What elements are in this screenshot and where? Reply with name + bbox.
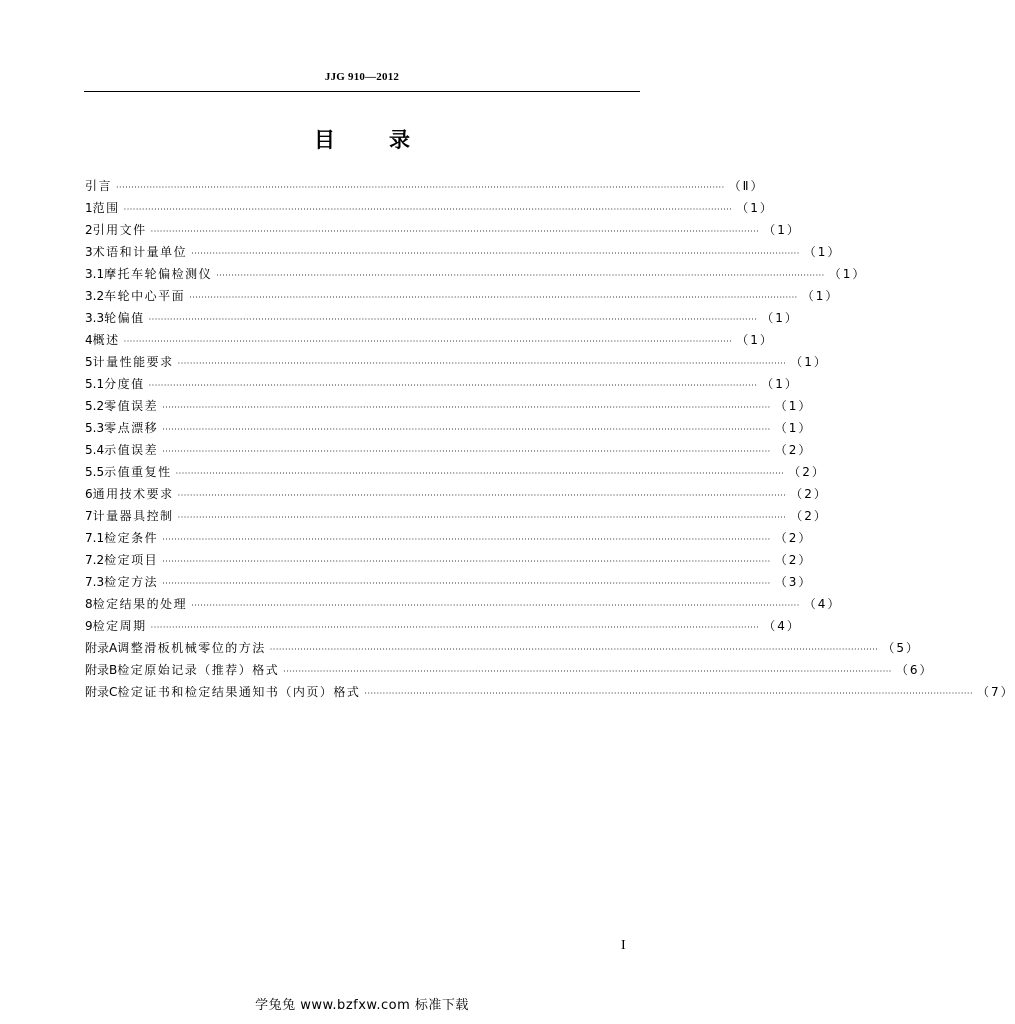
toc-entry-label: 引用文件: [92, 223, 147, 237]
toc-leader-dots: ········································································································································································································: [175, 469, 785, 478]
toc-title-char-1: 目: [314, 128, 335, 152]
toc-entry-label: 分度值: [104, 377, 145, 391]
toc-entry-number: 3.1: [85, 267, 105, 281]
toc-entry-number: 1: [85, 201, 93, 215]
toc-entry-page: （2）: [790, 487, 828, 501]
toc-entry-label: 术语和计量单位: [92, 245, 188, 259]
toc-entry[interactable]: [85, 483, 828, 505]
toc-entry-number: 5.4: [85, 443, 105, 457]
toc-entry-label: 计量性能要求: [92, 355, 174, 369]
toc-entry-page: （2）: [774, 443, 813, 457]
toc-leader-dots: ········································································································································································································: [162, 535, 771, 544]
toc-entry-number: 2: [85, 223, 93, 237]
toc-entry-number: 7: [85, 509, 93, 523]
toc-leader-dots: ········································································································································································································: [191, 249, 800, 258]
toc-entry-number: 附录B: [85, 663, 118, 677]
toc-entry-label: 检定周期: [92, 619, 147, 633]
toc-leader-dots: ········································································································································································································: [150, 227, 760, 236]
toc-entry-label: 引言: [85, 179, 113, 193]
toc-entry-page: （1）: [736, 333, 774, 347]
toc-leader-dots: ········································································································································································································: [123, 205, 733, 214]
toc-entry[interactable]: [85, 373, 799, 395]
toc-entry-label: 计量器具控制: [92, 509, 174, 523]
toc-entry[interactable]: [85, 417, 813, 439]
toc-entry-number: 6: [85, 487, 93, 501]
toc-entry-number: 3.3: [85, 311, 105, 325]
page-number: I: [621, 938, 626, 953]
toc-entry-label: 调整滑板机械零位的方法: [117, 641, 266, 655]
toc-entry[interactable]: [85, 395, 813, 417]
toc-entry[interactable]: [85, 263, 867, 285]
toc-entry-label: 示值误差: [104, 443, 159, 457]
toc-entry[interactable]: [85, 439, 813, 461]
toc-leader-dots: ········································································································································································································: [123, 337, 733, 346]
toc-leader-dots: ········································································································································································································: [150, 623, 760, 632]
toc-entry-page: （2）: [774, 553, 813, 567]
toc-entry-label: 检定证书和检定结果通知书（内页）格式: [117, 685, 361, 699]
toc-entry-page: （1）: [763, 223, 801, 237]
toc-title-char-2: 录: [389, 128, 410, 152]
toc-entry-page: （4）: [803, 597, 842, 611]
toc-entry-page: （1）: [761, 311, 799, 325]
toc-entry-page: （4）: [763, 619, 801, 633]
toc-entry[interactable]: [85, 307, 799, 329]
toc-title: [0, 124, 724, 154]
toc-leader-dots: ········································································································································································································: [189, 293, 798, 302]
toc-entry-label: 通用技术要求: [92, 487, 174, 501]
table-of-contents: [85, 175, 1015, 703]
toc-entry-page: （1）: [774, 399, 813, 413]
toc-entry-label: 检定条件: [104, 531, 159, 545]
toc-entry[interactable]: [85, 571, 813, 593]
toc-entry-number: 3: [85, 245, 93, 259]
toc-entry-page: （2）: [790, 509, 828, 523]
toc-entry-page: （6）: [895, 663, 934, 677]
toc-entry-label: 范围: [92, 201, 120, 215]
toc-leader-dots: ········································································································································································································: [162, 557, 771, 566]
toc-entry-number: 9: [85, 619, 93, 633]
toc-entry[interactable]: [85, 593, 842, 615]
toc-leader-dots: ········································································································································································································: [148, 381, 758, 390]
toc-entry-label: 检定结果的处理: [92, 597, 188, 611]
toc-entry-number: 7.3: [85, 575, 105, 589]
toc-entry-page: （1）: [803, 245, 842, 259]
toc-entry-number: 8: [85, 597, 93, 611]
toc-entry[interactable]: [85, 219, 801, 241]
toc-entry-page: （1）: [736, 201, 774, 215]
toc-entry-number: 5: [85, 355, 93, 369]
toc-leader-dots: ········································································································································································································: [364, 689, 973, 698]
toc-entry[interactable]: [85, 241, 842, 263]
toc-leader-dots: ········································································································································································································: [162, 579, 771, 588]
footer-watermark: 学兔兔 www.bzfxw.com 标准下载: [255, 998, 469, 1013]
toc-leader-dots: ········································································································································································································: [116, 183, 725, 192]
toc-leader-dots: ········································································································································································································: [148, 315, 758, 324]
toc-leader-dots: ········································································································································································································: [283, 667, 892, 676]
toc-entry[interactable]: [85, 351, 828, 373]
toc-entry-label: 检定原始记录（推荐）格式: [117, 663, 280, 677]
toc-entry-label: 示值重复性: [104, 465, 172, 479]
toc-entry-label: 检定项目: [104, 553, 159, 567]
toc-entry-label: 摩托车轮偏检测仪: [104, 267, 213, 281]
toc-entry-page: （3）: [774, 575, 813, 589]
toc-entry-number: 5.3: [85, 421, 105, 435]
toc-entry-number: 附录C: [85, 685, 118, 699]
toc-entry-label: 车轮中心平面: [104, 289, 186, 303]
toc-leader-dots: ········································································································································································································: [191, 601, 800, 610]
toc-entry-page: （7）: [977, 685, 1015, 699]
toc-entry[interactable]: [85, 461, 826, 483]
toc-leader-dots: ········································································································································································································: [177, 359, 787, 368]
document-code: JJG 910—2012: [324, 71, 400, 83]
toc-entry[interactable]: [85, 615, 801, 637]
toc-entry-page: （1）: [828, 267, 867, 281]
toc-entry-page: （1）: [774, 421, 813, 435]
toc-entry-page: （1）: [761, 377, 799, 391]
toc-entry-page: （1）: [801, 289, 840, 303]
header-rule: [84, 91, 640, 92]
toc-entry-label: 检定方法: [104, 575, 159, 589]
toc-entry-number: 5.1: [85, 377, 105, 391]
toc-entry-page: （1）: [790, 355, 828, 369]
toc-entry[interactable]: [85, 659, 934, 681]
toc-leader-dots: ········································································································································································································: [162, 447, 771, 456]
toc-entry-label: 概述: [92, 333, 120, 347]
toc-leader-dots: ········································································································································································································: [177, 491, 787, 500]
toc-entry[interactable]: [85, 285, 840, 307]
toc-entry-label: 零值误差: [104, 399, 159, 413]
toc-entry-number: 5.5: [85, 465, 105, 479]
toc-entry[interactable]: [85, 197, 774, 219]
toc-leader-dots: ········································································································································································································: [269, 645, 879, 654]
toc-entry[interactable]: [85, 505, 828, 527]
toc-entry-number: 4: [85, 333, 93, 347]
toc-entry-page: （5）: [882, 641, 920, 655]
toc-leader-dots: ········································································································································································································: [177, 513, 787, 522]
toc-entry-label: 轮偏值: [104, 311, 145, 325]
toc-entry-page: （Ⅱ）: [728, 179, 765, 193]
toc-entry-number: 5.2: [85, 399, 105, 413]
toc-entry-page: （2）: [774, 531, 813, 545]
toc-entry[interactable]: [85, 637, 920, 659]
toc-leader-dots: ········································································································································································································: [162, 403, 771, 412]
toc-entry[interactable]: [85, 549, 813, 571]
toc-entry-number: 7.2: [85, 553, 105, 567]
toc-entry-page: （2）: [788, 465, 826, 479]
toc-entry[interactable]: [85, 175, 765, 197]
toc-entry-number: 7.1: [85, 531, 105, 545]
toc-leader-dots: ········································································································································································································: [216, 271, 825, 280]
toc-entry-number: 附录A: [85, 641, 118, 655]
toc-leader-dots: ········································································································································································································: [162, 425, 771, 434]
toc-entry[interactable]: [85, 329, 774, 351]
toc-entry[interactable]: [85, 681, 1015, 703]
toc-entry-number: 3.2: [85, 289, 105, 303]
toc-entry-label: 零点漂移: [104, 421, 159, 435]
toc-entry[interactable]: [85, 527, 813, 549]
